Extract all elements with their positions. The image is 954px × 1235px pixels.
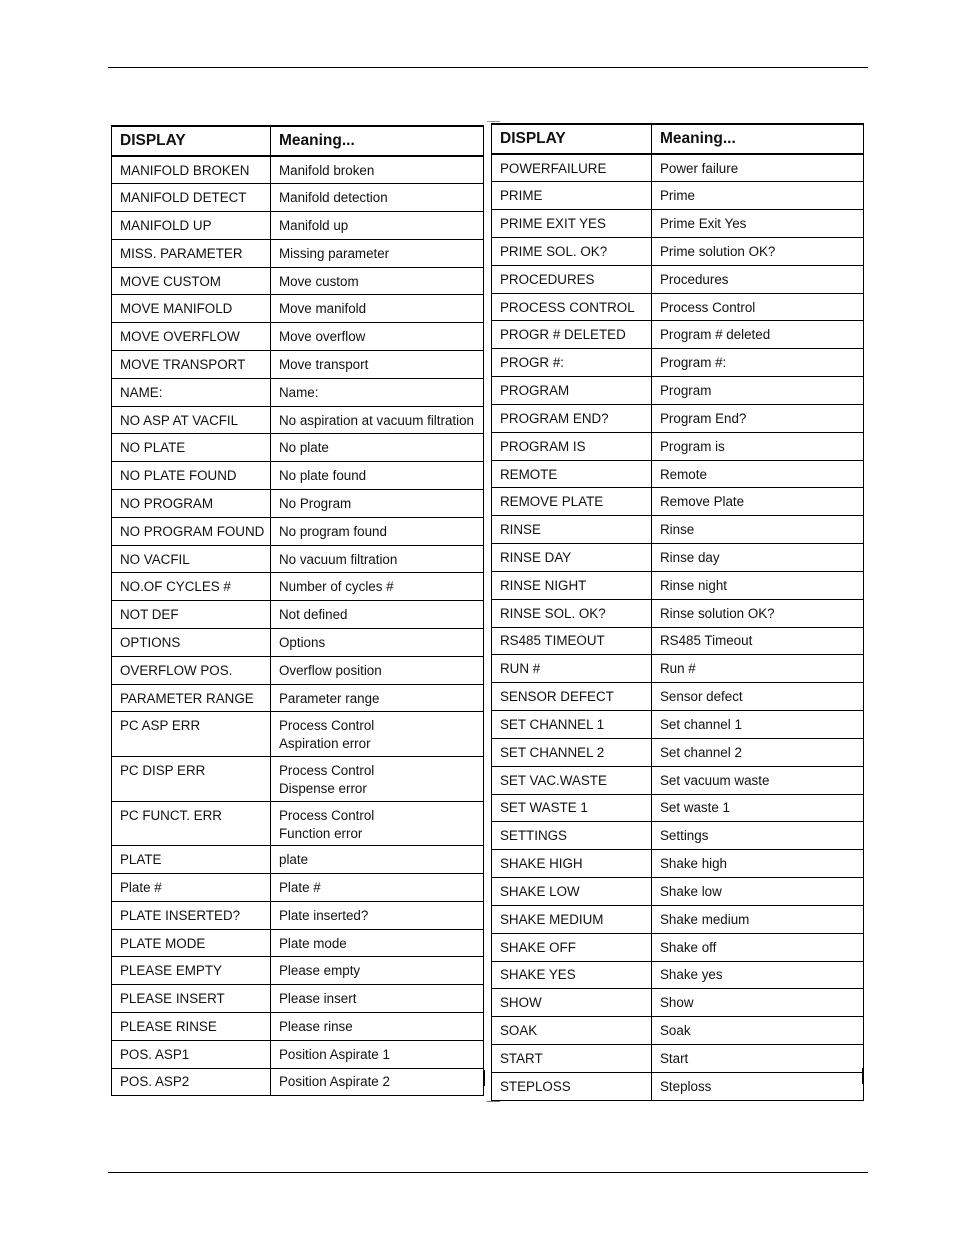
display-code-cell: PRIME EXIT YES <box>492 210 652 238</box>
display-code-cell: PROGRAM IS <box>492 432 652 460</box>
meaning-cell <box>652 516 864 544</box>
display-code-cell: OPTIONS <box>112 629 271 657</box>
table-row <box>492 711 864 739</box>
table-row <box>112 323 484 351</box>
meaning-cell <box>271 874 484 902</box>
meaning-cell <box>271 378 484 406</box>
meaning-line: No vacuum filtration <box>279 551 398 567</box>
table-row <box>492 432 864 460</box>
table-row <box>492 488 864 516</box>
meaning-cell <box>652 905 864 933</box>
meaning-line: Missing parameter <box>279 245 390 261</box>
display-code-cell: NO PROGRAM <box>112 490 271 518</box>
meaning-cell <box>271 957 484 985</box>
display-code-cell: SET VAC.WASTE <box>492 766 652 794</box>
meaning-line: Parameter range <box>279 690 380 706</box>
meaning-line: Plate mode <box>279 935 347 951</box>
meaning-cell <box>271 462 484 490</box>
meaning-cell <box>652 265 864 293</box>
table-row <box>492 1017 864 1045</box>
meaning-cell <box>652 961 864 989</box>
display-code-cell: RUN # <box>492 655 652 683</box>
meaning-line: Please rinse <box>279 1018 353 1034</box>
display-code-cell: PLATE INSERTED? <box>112 901 271 929</box>
table-row <box>112 929 484 957</box>
meaning-cell <box>271 1013 484 1041</box>
meaning-line: Plate # <box>279 879 321 895</box>
meaning-line: Please insert <box>279 991 357 1007</box>
meaning-cell <box>271 801 484 846</box>
table-row <box>492 154 864 182</box>
table-row <box>492 599 864 627</box>
display-code-cell: PROGR # DELETED <box>492 321 652 349</box>
table-row <box>112 957 484 985</box>
meaning-line: Program is <box>660 438 725 454</box>
meaning-line: Steploss <box>660 1078 712 1094</box>
display-code-cell: PROGRAM <box>492 377 652 405</box>
table-row <box>492 683 864 711</box>
display-code-cell: SHOW <box>492 989 652 1017</box>
meaning-cell <box>271 985 484 1013</box>
meaning-cell <box>271 267 484 295</box>
meaning-cell <box>652 182 864 210</box>
display-code-cell: PLEASE RINSE <box>112 1013 271 1041</box>
table-row <box>492 1072 864 1100</box>
meaning-line: Process Control <box>279 718 375 734</box>
meaning-cell <box>652 989 864 1017</box>
meaning-line: Remote <box>660 466 707 482</box>
display-code-cell: PROGR #: <box>492 349 652 377</box>
display-code-cell: SENSOR DEFECT <box>492 683 652 711</box>
meaning-cell <box>652 237 864 265</box>
table-row <box>112 801 484 846</box>
table-row <box>112 629 484 657</box>
meaning-line: Shake yes <box>660 967 723 983</box>
meaning-line: Move manifold <box>279 301 367 317</box>
display-code-cell: OVERFLOW POS. <box>112 656 271 684</box>
display-code-cell: PRIME <box>492 182 652 210</box>
meaning-cell <box>652 544 864 572</box>
display-code-cell: START <box>492 1045 652 1073</box>
display-code-cell: RINSE SOL. OK? <box>492 599 652 627</box>
meaning-cell <box>652 627 864 655</box>
table-row <box>112 545 484 573</box>
table-row <box>492 237 864 265</box>
meaning-cell <box>652 766 864 794</box>
meaning-cell <box>652 571 864 599</box>
meaning-line: Prime <box>660 188 695 204</box>
meaning-cell <box>652 683 864 711</box>
meaning-cell <box>652 293 864 321</box>
table-row <box>492 766 864 794</box>
display-code-cell: RINSE NIGHT <box>492 571 652 599</box>
meaning-cell <box>652 655 864 683</box>
column-header-display: DISPLAY <box>112 126 271 156</box>
meaning-cell <box>271 757 484 802</box>
table-row <box>492 878 864 906</box>
table-row <box>492 265 864 293</box>
meaning-cell <box>271 1040 484 1068</box>
meaning-cell <box>652 349 864 377</box>
display-code-cell: NOT DEF <box>112 601 271 629</box>
display-code-cell: SHAKE YES <box>492 961 652 989</box>
table-row <box>112 684 484 712</box>
table-row <box>112 1068 484 1096</box>
table-row <box>492 404 864 432</box>
display-code-cell: SHAKE HIGH <box>492 850 652 878</box>
display-codes-table-left <box>111 125 484 1096</box>
display-code-cell: PLATE MODE <box>112 929 271 957</box>
meaning-line: Remove Plate <box>660 494 745 510</box>
table-row <box>112 846 484 874</box>
display-code-cell: PLATE <box>112 846 271 874</box>
table-row <box>492 377 864 405</box>
meaning-line: Soak <box>660 1023 691 1039</box>
display-code-cell: NO.OF CYCLES # <box>112 573 271 601</box>
display-code-cell: POS. ASP2 <box>112 1068 271 1096</box>
meaning-line: RS485 Timeout <box>660 633 753 649</box>
meaning-line: Rinse day <box>660 550 720 565</box>
meaning-line: Manifold up <box>279 217 349 233</box>
table-row <box>492 655 864 683</box>
meaning-cell <box>271 929 484 957</box>
meaning-line: Prime Exit Yes <box>660 216 747 232</box>
meaning-line: Number of cycles # <box>279 579 394 595</box>
column-header-meaning: Meaning... <box>652 124 864 154</box>
display-code-cell: PROCEDURES <box>492 265 652 293</box>
meaning-line: No aspiration at vacuum filtration <box>279 412 475 428</box>
display-code-cell: MANIFOLD DETECT <box>112 184 271 212</box>
meaning-cell <box>271 239 484 267</box>
edge-mark <box>483 1070 485 1086</box>
table-row <box>492 933 864 961</box>
meaning-cell <box>271 295 484 323</box>
meaning-line: Process Control <box>279 763 375 779</box>
display-codes-table-right <box>491 123 864 1101</box>
meaning-line: Set channel 1 <box>660 716 742 732</box>
display-code-cell: MOVE CUSTOM <box>112 267 271 295</box>
display-code-cell: MANIFOLD BROKEN <box>112 156 271 184</box>
meaning-line: Program # deleted <box>660 327 771 343</box>
meaning-cell <box>652 210 864 238</box>
meaning-cell <box>652 1017 864 1045</box>
table-row <box>112 212 484 240</box>
table-row <box>492 544 864 572</box>
meaning-line: Options <box>279 634 326 650</box>
table-row <box>112 406 484 434</box>
table-row <box>112 351 484 379</box>
edge-mark <box>487 121 500 122</box>
meaning-cell <box>652 794 864 822</box>
column-header-display: DISPLAY <box>492 124 652 154</box>
table-row <box>112 156 484 184</box>
table-row <box>112 874 484 902</box>
meaning-line: Please empty <box>279 963 361 979</box>
meaning-cell <box>652 404 864 432</box>
meaning-line: Process Control <box>660 299 756 315</box>
meaning-line: Prime solution OK? <box>660 243 776 259</box>
table-row <box>112 184 484 212</box>
table-row <box>112 1013 484 1041</box>
table-row <box>112 295 484 323</box>
meaning-cell <box>271 212 484 240</box>
display-code-cell: RINSE <box>492 516 652 544</box>
meaning-cell <box>271 629 484 657</box>
meaning-line: Show <box>660 995 694 1011</box>
display-code-cell: POWERFAILURE <box>492 154 652 182</box>
display-code-cell: STEPLOSS <box>492 1072 652 1100</box>
meaning-line: Position Aspirate 2 <box>279 1074 390 1090</box>
meaning-cell <box>271 846 484 874</box>
display-code-cell: NO PLATE FOUND <box>112 462 271 490</box>
meaning-cell <box>652 488 864 516</box>
meaning-cell <box>271 156 484 184</box>
meaning-line: Move transport <box>279 356 369 372</box>
meaning-line: Shake high <box>660 856 728 872</box>
meaning-cell <box>652 822 864 850</box>
display-code-cell: RINSE DAY <box>492 544 652 572</box>
display-code-cell: NO PROGRAM FOUND <box>112 517 271 545</box>
display-code-cell: PLEASE EMPTY <box>112 957 271 985</box>
meaning-line: Rinse night <box>660 577 727 593</box>
meaning-line: Program End? <box>660 410 747 426</box>
table-row <box>112 1040 484 1068</box>
meaning-cell <box>652 154 864 182</box>
meaning-line: No Program <box>279 495 352 511</box>
display-code-cell: PLEASE INSERT <box>112 985 271 1013</box>
table-row <box>112 434 484 462</box>
display-code-cell: MISS. PARAMETER <box>112 239 271 267</box>
table-row <box>112 573 484 601</box>
display-code-cell: PARAMETER RANGE <box>112 684 271 712</box>
table-row <box>112 985 484 1013</box>
meaning-line: Manifold broken <box>279 162 375 178</box>
table-row <box>492 627 864 655</box>
meaning-cell <box>271 684 484 712</box>
meaning-cell <box>271 184 484 212</box>
meaning-line: Position Aspirate 1 <box>279 1046 390 1062</box>
meaning-cell <box>271 406 484 434</box>
table-row <box>112 239 484 267</box>
table-row <box>112 757 484 802</box>
meaning-cell <box>652 738 864 766</box>
display-code-cell: PROGRAM END? <box>492 404 652 432</box>
meaning-line: Name: <box>279 384 319 400</box>
table-row <box>492 210 864 238</box>
meaning-line: Move overflow <box>279 329 366 345</box>
edge-mark <box>862 1068 864 1084</box>
meaning-line: Sensor defect <box>660 689 743 705</box>
table-row <box>492 460 864 488</box>
table-row <box>492 850 864 878</box>
meaning-cell <box>271 712 484 757</box>
display-code-cell: NO PLATE <box>112 434 271 462</box>
table-row <box>112 490 484 518</box>
meaning-cell <box>652 878 864 906</box>
meaning-cell <box>271 517 484 545</box>
table-row <box>492 349 864 377</box>
display-code-cell: MOVE TRANSPORT <box>112 351 271 379</box>
display-code-cell: PRIME SOL. OK? <box>492 237 652 265</box>
display-code-cell: SHAKE LOW <box>492 878 652 906</box>
table-header-row <box>492 124 864 154</box>
table-row <box>112 601 484 629</box>
meaning-cell <box>652 321 864 349</box>
table-row <box>112 267 484 295</box>
edge-mark <box>487 1101 500 1102</box>
display-code-cell: Plate # <box>112 874 271 902</box>
table-row <box>492 961 864 989</box>
meaning-cell <box>652 933 864 961</box>
meaning-cell <box>652 1045 864 1073</box>
meaning-line: Function error <box>279 825 363 841</box>
table-row <box>492 794 864 822</box>
meaning-line: Shake off <box>660 939 717 955</box>
meaning-line: Manifold detection <box>279 190 388 206</box>
meaning-cell <box>271 323 484 351</box>
meaning-cell <box>271 601 484 629</box>
meaning-line: Aspiration error <box>279 736 371 752</box>
display-code-cell: MOVE MANIFOLD <box>112 295 271 323</box>
meaning-line: Rinse <box>660 522 695 538</box>
display-code-cell: PROCESS CONTROL <box>492 293 652 321</box>
meaning-line: Set waste 1 <box>660 800 730 816</box>
meaning-line: Power failure <box>660 160 739 176</box>
meaning-line: Program <box>660 383 712 399</box>
display-code-cell: NAME: <box>112 378 271 406</box>
display-code-cell: MANIFOLD UP <box>112 212 271 240</box>
meaning-line: No plate <box>279 440 329 456</box>
meaning-line: Rinse solution OK? <box>660 605 775 621</box>
table-row <box>492 738 864 766</box>
meaning-cell <box>271 573 484 601</box>
display-code-cell: PC ASP ERR <box>112 712 271 757</box>
table-row <box>112 712 484 757</box>
display-code-cell: SHAKE OFF <box>492 933 652 961</box>
meaning-line: Program #: <box>660 355 727 371</box>
meaning-line: Dispense error <box>279 781 367 797</box>
meaning-line: Set channel 2 <box>660 744 742 760</box>
meaning-line: plate <box>279 852 309 868</box>
header-rule <box>108 67 868 68</box>
meaning-cell <box>652 599 864 627</box>
display-code-cell: SETTINGS <box>492 822 652 850</box>
meaning-cell <box>652 460 864 488</box>
display-code-cell: REMOVE PLATE <box>492 488 652 516</box>
meaning-line: Plate inserted? <box>279 907 369 923</box>
display-code-cell: SET CHANNEL 1 <box>492 711 652 739</box>
meaning-cell <box>271 434 484 462</box>
meaning-line: Settings <box>660 828 709 844</box>
display-code-cell: SHAKE MEDIUM <box>492 905 652 933</box>
meaning-cell <box>271 490 484 518</box>
meaning-cell <box>271 1068 484 1096</box>
display-code-cell: SOAK <box>492 1017 652 1045</box>
table-row <box>492 822 864 850</box>
meaning-line: Not defined <box>279 607 348 623</box>
meaning-line: Move custom <box>279 273 359 289</box>
meaning-line: Run # <box>660 661 696 677</box>
meaning-cell <box>652 850 864 878</box>
meaning-cell <box>271 351 484 379</box>
display-code-cell: NO ASP AT VACFIL <box>112 406 271 434</box>
display-code-cell: MOVE OVERFLOW <box>112 323 271 351</box>
meaning-line: Procedures <box>660 271 729 287</box>
meaning-cell <box>652 377 864 405</box>
meaning-line: Process Control <box>279 807 375 823</box>
table-row <box>492 182 864 210</box>
display-code-cell: NO VACFIL <box>112 545 271 573</box>
display-code-cell: SET WASTE 1 <box>492 794 652 822</box>
table-row <box>492 516 864 544</box>
table-row <box>492 293 864 321</box>
table-row <box>492 571 864 599</box>
table-row <box>112 656 484 684</box>
meaning-line: Shake low <box>660 883 722 899</box>
meaning-cell <box>271 545 484 573</box>
display-code-cell: POS. ASP1 <box>112 1040 271 1068</box>
table-row <box>492 1045 864 1073</box>
meaning-line: Set vacuum waste <box>660 772 770 788</box>
display-code-cell: PC FUNCT. ERR <box>112 801 271 846</box>
table-row <box>492 321 864 349</box>
meaning-cell <box>652 1072 864 1100</box>
table-row <box>112 901 484 929</box>
display-code-cell: PC DISP ERR <box>112 757 271 802</box>
meaning-line: No plate found <box>279 468 367 484</box>
table-row <box>492 905 864 933</box>
meaning-line: Start <box>660 1050 689 1066</box>
table-row <box>112 462 484 490</box>
meaning-cell <box>271 901 484 929</box>
table-row <box>492 989 864 1017</box>
display-code-cell: REMOTE <box>492 460 652 488</box>
table-row <box>112 378 484 406</box>
meaning-cell <box>652 711 864 739</box>
meaning-line: Overflow position <box>279 662 382 678</box>
meaning-cell <box>652 432 864 460</box>
table-header-row <box>112 126 484 156</box>
display-code-cell: SET CHANNEL 2 <box>492 738 652 766</box>
column-header-meaning: Meaning... <box>271 126 484 156</box>
table-row <box>112 517 484 545</box>
display-code-cell: RS485 TIMEOUT <box>492 627 652 655</box>
meaning-line: Shake medium <box>660 911 750 927</box>
footer-rule <box>108 1172 868 1173</box>
meaning-line: No program found <box>279 523 387 539</box>
meaning-cell <box>271 656 484 684</box>
